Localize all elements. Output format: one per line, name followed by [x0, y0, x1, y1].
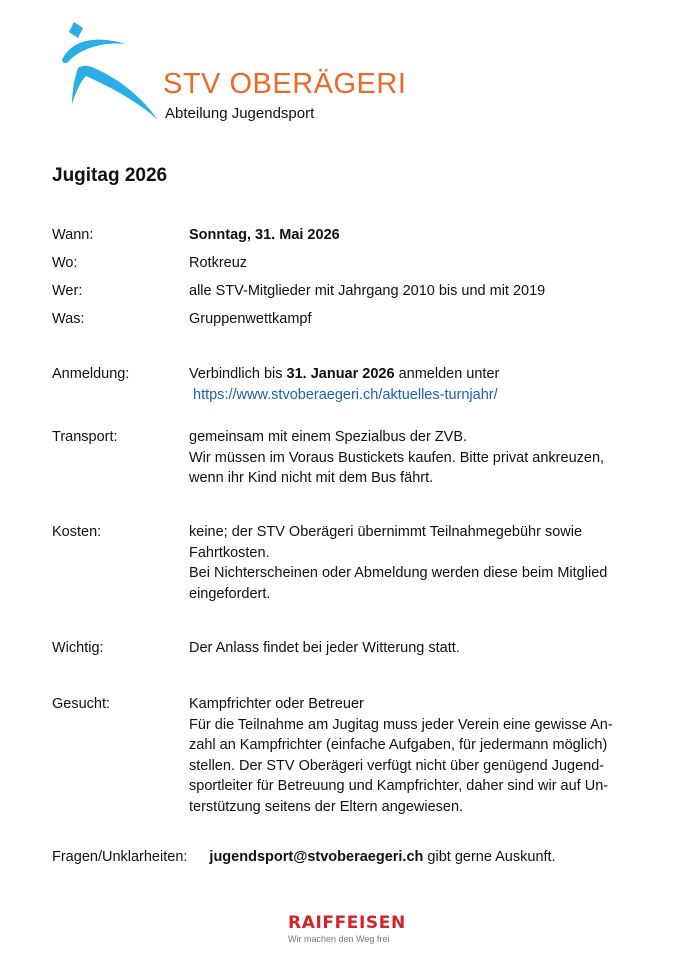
value-wichtig: Der Anlass findet bei jeder Witterung statt.	[189, 640, 460, 656]
transport-line: wenn ihr Kind nicht mit dem Bus fährt.	[189, 470, 434, 486]
kosten-line: keine; der STV Oberägeri übernimmt Teilnahmegebühr sowie	[189, 524, 583, 540]
gesucht-line: Für die Teilnahme am Jugitag muss jeder Verein eine gewisse An-	[189, 716, 613, 733]
sponsor-name: RAIFFEISEN	[288, 913, 406, 933]
transport-line: Wir müssen im Voraus Bustickets kaufen. Bitte privat ankreuzen,	[189, 449, 605, 466]
contact-suffix: gibt gerne Auskunft.	[423, 849, 556, 865]
label-wer: Wer:	[52, 283, 83, 299]
document-title: Jugitag 2026	[52, 165, 168, 186]
contact-label: Fragen/Unklarheiten:	[52, 849, 188, 865]
value-anmeldung	[189, 364, 645, 405]
gesucht-line: sportleiter für Betreuung und Kampfrichter, daher sind wir auf Un-	[189, 778, 609, 794]
org-name: STV OBERÄGERI	[163, 68, 407, 100]
label-was: Was:	[52, 311, 85, 327]
contact-line	[52, 847, 556, 868]
transport-line: gemeinsam mit einem Spezialbus der ZVB.	[189, 429, 468, 445]
value-wann: Sonntag, 31. Mai 2026	[189, 227, 340, 243]
label-wo: Wo:	[52, 255, 78, 271]
label-transport: Transport:	[52, 429, 118, 445]
value-gesucht	[189, 694, 645, 817]
value-was: Gruppenwettkampf	[189, 311, 312, 327]
kosten-line: Fahrtkosten.	[189, 544, 270, 561]
value-transport	[189, 427, 645, 489]
gesucht-line: zahl an Kampfrichter (einfache Aufgaben, für jedermann möglich)	[189, 737, 608, 753]
sponsor-slogan: Wir machen den Weg frei	[288, 934, 390, 944]
registration-link[interactable]: https://www.stvoberaegeri.ch/aktuelles-turnjahr/	[193, 386, 498, 403]
value-wer: alle STV-Mitglieder mit Jahrgang 2010 bis und mit 2019	[189, 283, 546, 299]
org-department: Abteilung Jugendsport	[165, 105, 315, 122]
kosten-line: Bei Nichterscheinen oder Abmeldung werden diese beim Mitglied	[189, 565, 608, 581]
label-wann: Wann:	[52, 227, 94, 243]
gesucht-line: stellen. Der STV Oberägeri verfügt nicht über genügend Jugend-	[189, 757, 605, 774]
label-wichtig: Wichtig:	[52, 640, 104, 656]
gesucht-line: terstützung seitens der Eltern angewiesen.	[189, 798, 464, 815]
sponsor-logo	[288, 915, 418, 944]
value-wo: Rotkreuz	[189, 255, 248, 271]
anmeldung-text-before: Verbindlich bis	[189, 366, 287, 382]
anmeldung-deadline: 31. Januar 2026	[286, 366, 395, 382]
anmeldung-text-after: anmelden unter	[394, 366, 500, 382]
label-anmeldung: Anmeldung:	[52, 366, 130, 382]
label-kosten: Kosten:	[52, 524, 102, 540]
gymnast-figure-icon	[58, 20, 163, 122]
value-kosten	[189, 522, 645, 604]
gesucht-line: Kampfrichter oder Betreuer	[189, 696, 364, 712]
contact-email[interactable]: jugendsport@stvoberaegeri.ch	[209, 849, 424, 865]
kosten-line: eingefordert.	[189, 585, 271, 602]
label-gesucht: Gesucht:	[52, 696, 111, 712]
